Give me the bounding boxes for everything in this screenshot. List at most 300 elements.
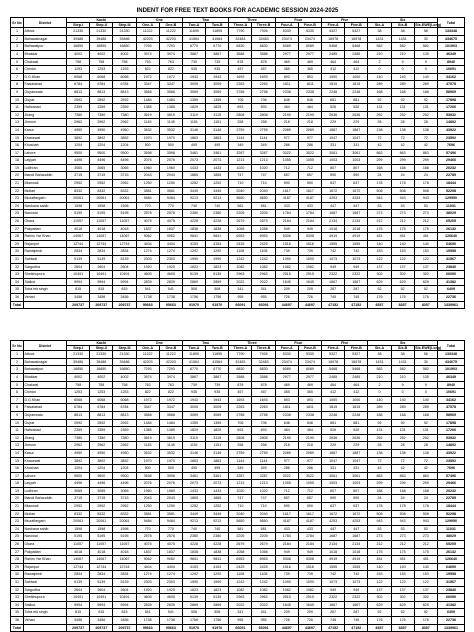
- row-total-cell: 34162: [437, 73, 464, 81]
- table-cell: 58: [414, 28, 437, 36]
- table-cell: 469: [298, 58, 321, 66]
- group-header: Kachi: [67, 341, 137, 346]
- table-cell: 365: [275, 389, 298, 397]
- column-header: Step-I: [67, 23, 90, 28]
- table-cell: 1431: [368, 35, 391, 43]
- district-cell: Muzaffargarh: [23, 518, 66, 526]
- group-header: Four: [275, 18, 321, 23]
- table-cell: 3461: [206, 472, 229, 480]
- table-cell: 2869: [206, 601, 229, 609]
- district-cell: Chakwal: [23, 381, 66, 389]
- row-total-cell: 18444: [437, 180, 464, 188]
- table-cell: 1738: [136, 293, 159, 301]
- table-cell: 1784: [275, 533, 298, 541]
- table-cell: 457: [252, 389, 275, 397]
- table-cell: 3119: [206, 434, 229, 442]
- table-cell: 863: [414, 149, 437, 157]
- table-cell: 2425: [229, 240, 252, 248]
- row-total-cell: 22785: [437, 172, 464, 180]
- table-cell: 24: [368, 172, 391, 180]
- table-cell: 451: [414, 556, 437, 564]
- table-cell: 168: [391, 487, 414, 495]
- row-total-cell: 1339961: [437, 624, 464, 632]
- table-cell: 893: [298, 396, 321, 404]
- table-cell: 4605: [136, 271, 159, 279]
- district-cell: Gujranwala: [23, 88, 66, 96]
- table-cell: 2759: [252, 126, 275, 134]
- table-cell: 2248: [322, 411, 345, 419]
- sr-no-cell: 32: [11, 586, 24, 594]
- table-cell: 758: [67, 58, 90, 66]
- table-cell: 53: [414, 525, 437, 533]
- table-cell: 758: [113, 58, 136, 66]
- table-row: [11, 66, 465, 74]
- table-cell: 3715: [67, 172, 90, 180]
- row-total-cell: 52298: [437, 510, 464, 518]
- table-cell: 4496: [90, 157, 113, 165]
- table-cell: 302: [391, 271, 414, 279]
- table-cell: 28: [391, 119, 414, 127]
- district-cell: Rawalpindi: [23, 571, 66, 579]
- table-cell: 1738: [159, 293, 182, 301]
- table-cell: 5327: [322, 28, 345, 36]
- table-cell: 4002: [90, 373, 113, 381]
- column-header: Six-B: [391, 23, 414, 28]
- sr-no-cell: 4: [11, 50, 24, 58]
- table-cell: 91970: [206, 301, 229, 309]
- table-cell: 1645: [298, 278, 321, 286]
- table-cell: 706: [229, 419, 252, 427]
- table-cell: 935: [206, 389, 229, 397]
- table-cell: 258: [229, 442, 252, 450]
- row-total-cell: 66090: [437, 271, 464, 279]
- table-row: [11, 50, 465, 58]
- table-cell: 1213: [252, 480, 275, 488]
- table-cell: 1018: [322, 225, 345, 233]
- table-cell: 5139: [206, 271, 229, 279]
- table-cell: 349: [229, 465, 252, 473]
- table-cell: 3061: [322, 472, 345, 480]
- table-cell: 9500: [113, 149, 136, 157]
- table-cell: 2808: [252, 111, 275, 119]
- table-cell: 451: [391, 556, 414, 564]
- table-cell: 1082: [252, 263, 275, 271]
- table-cell: 1970: [136, 134, 159, 142]
- table-cell: 28: [368, 442, 391, 450]
- table-cell: 212: [368, 541, 391, 549]
- table-cell: 541: [136, 286, 159, 294]
- table-cell: 5195: [90, 533, 113, 541]
- table-cell: 12744: [113, 240, 136, 248]
- table-row: [11, 373, 465, 381]
- table-cell: 1598: [90, 525, 113, 533]
- table-cell: 2679: [229, 218, 252, 226]
- sr-no-cell: 26: [11, 218, 24, 226]
- table-cell: 2022: [229, 278, 252, 286]
- table-cell: 44697: [275, 301, 298, 309]
- table-cell: 23474: [275, 35, 298, 43]
- table-cell: 1687: [345, 533, 368, 541]
- table-cell: 5308: [275, 556, 298, 564]
- table-cell: 3715: [90, 172, 113, 180]
- row-total-cell: 64690: [437, 563, 464, 571]
- district-cell: Mandi Bahauddin: [23, 495, 66, 503]
- table-row: [11, 404, 465, 412]
- table-cell: 3456: [67, 616, 90, 624]
- table-cell: 95663: [136, 624, 159, 632]
- table-cell: 131: [368, 427, 391, 435]
- table-cell: 138: [391, 449, 414, 457]
- table-cell: 140: [368, 73, 391, 81]
- district-cell: Mandi Bahauddin: [23, 172, 66, 180]
- table-cell: 1073: [322, 579, 345, 587]
- table-cell: 1250: [159, 503, 182, 511]
- table-cell: 1151: [182, 119, 205, 127]
- table-cell: 582: [391, 43, 414, 51]
- table-cell: 1003: [345, 480, 368, 488]
- table-cell: 508: [182, 609, 205, 617]
- table-cell: 2485: [345, 50, 368, 58]
- table-cell: 42: [368, 465, 391, 473]
- column-header: Four-B: [298, 23, 321, 28]
- sr-no-cell: 31: [11, 579, 24, 587]
- table-cell: 2043: [159, 172, 182, 180]
- table-cell: 168: [368, 88, 391, 96]
- district-cell: Khushab: [23, 465, 66, 473]
- table-cell: 1693: [229, 396, 252, 404]
- district-cell: Chiniot: [23, 389, 66, 397]
- table-cell: 4018: [90, 548, 113, 556]
- row-total-cell: 26132: [437, 548, 464, 556]
- sr-no-cell: Total: [11, 624, 24, 632]
- table-cell: 135: [414, 50, 437, 58]
- table-cell: 30: [414, 358, 437, 366]
- row-total-cell: 23592: [437, 457, 464, 465]
- table-cell: 39486: [67, 35, 90, 43]
- table-cell: 3715: [113, 172, 136, 180]
- row-total-cell: 17206: [437, 104, 464, 112]
- column-header: Three-A: [229, 346, 252, 351]
- sr-no-cell: 8: [11, 404, 24, 412]
- table-cell: 1082: [229, 586, 252, 594]
- row-total-cell: 65205: [437, 218, 464, 226]
- table-cell: 52: [368, 609, 391, 617]
- table-cell: 863: [368, 472, 391, 480]
- table-cell: 10491: [67, 271, 90, 279]
- sr-no-cell: 5: [11, 381, 24, 389]
- row-total-cell: 43922: [437, 449, 464, 457]
- table-cell: 3892: [67, 134, 90, 142]
- district-cell: Rahim Yar Khan: [23, 233, 66, 241]
- table-cell: 726: [298, 616, 321, 624]
- table-cell: 629: [391, 601, 414, 609]
- table-cell: 2040: [229, 187, 252, 195]
- table-cell: 739: [182, 58, 205, 66]
- table-cell: 1151: [206, 442, 229, 450]
- table-cell: 581: [229, 202, 252, 210]
- table-cell: 763: [136, 58, 159, 66]
- table-cell: 3005: [206, 404, 229, 412]
- table-cell: 1047: [322, 457, 345, 465]
- table-cell: 10491: [90, 271, 113, 279]
- table-cell: 2963: [252, 594, 275, 602]
- table-cell: 1838: [206, 548, 229, 556]
- sr-no-cell: 7: [11, 396, 24, 404]
- table-cell: 175: [391, 225, 414, 233]
- district-cell: Kasur: [23, 449, 66, 457]
- table-cell: 2679: [252, 541, 275, 549]
- table-cell: 1811: [298, 404, 321, 412]
- table-cell: 1865: [206, 495, 229, 503]
- table-row: [11, 556, 465, 564]
- table-cell: 1887: [322, 449, 345, 457]
- table-cell: 42203: [136, 358, 159, 366]
- table-cell: 5195: [113, 210, 136, 218]
- table-cell: 2834: [67, 248, 90, 256]
- row-total-cell: 11031: [437, 525, 464, 533]
- row-total-cell: 126640: [437, 556, 464, 564]
- table-cell: 138: [368, 449, 391, 457]
- district-cell: D.G.Khan: [23, 396, 66, 404]
- row-total-cell: 38029: [437, 533, 464, 541]
- table-cell: 4002: [67, 373, 90, 381]
- sr-no-cell: 21: [11, 503, 24, 511]
- table-cell: 1990: [182, 579, 205, 587]
- table-cell: 9500: [67, 149, 90, 157]
- sr-no-cell: 10: [11, 96, 24, 104]
- table-cell: 1617: [298, 187, 321, 195]
- table-cell: 1274: [136, 571, 159, 579]
- table-row: [11, 495, 465, 503]
- table-cell: 1598: [67, 525, 90, 533]
- district-cell: Faisalabad: [23, 81, 66, 89]
- table-cell: 287: [322, 286, 345, 294]
- table-cell: 582: [391, 366, 414, 374]
- row-total-cell: 129950: [437, 518, 464, 526]
- table-row: [11, 263, 465, 271]
- table-cell: 3005: [182, 81, 205, 89]
- table-cell: 740: [206, 525, 229, 533]
- table-cell: 1082: [275, 586, 298, 594]
- table-cell: 590: [345, 495, 368, 503]
- table-cell: 1020: [252, 164, 275, 172]
- table-cell: 5139: [90, 579, 113, 587]
- table-cell: 53: [391, 525, 414, 533]
- sr-no-cell: 22: [11, 510, 24, 518]
- table-cell: 464: [298, 104, 321, 112]
- table-cell: 2834: [90, 248, 113, 256]
- table-cell: 286: [298, 142, 321, 150]
- table-cell: 1359: [206, 96, 229, 104]
- sr-no-cell: 29: [11, 240, 24, 248]
- table-cell: 5308: [298, 556, 321, 564]
- table-cell: 1811: [298, 81, 321, 89]
- group-header: Two: [182, 341, 228, 346]
- column-header: Step-III: [113, 346, 136, 351]
- table-cell: 637: [345, 180, 368, 188]
- table-cell: 2263: [252, 404, 275, 412]
- table-cell: 4228: [206, 218, 229, 226]
- table-cell: 229: [345, 119, 368, 127]
- district-cell: Kasur: [23, 126, 66, 134]
- table-cell: 863: [368, 149, 391, 157]
- district-cell: Gujrat: [23, 419, 66, 427]
- table-cell: 1823: [182, 263, 205, 271]
- table-cell: 1020: [229, 487, 252, 495]
- table-cell: 807: [322, 164, 345, 172]
- table-cell: 137: [368, 263, 391, 271]
- table-cell: 3598: [159, 472, 182, 480]
- table-cell: 52: [391, 286, 414, 294]
- table-cell: 8813: [90, 411, 113, 419]
- table-cell: 1000: [345, 73, 368, 81]
- table-cell: 91970: [182, 301, 205, 309]
- table-cell: 1815: [345, 81, 368, 89]
- sr-no-cell: 4: [11, 373, 24, 381]
- table-cell: 1058: [229, 548, 252, 556]
- table-cell: 140: [368, 396, 391, 404]
- table-cell: 1108: [252, 571, 275, 579]
- table-cell: 1672: [322, 187, 345, 195]
- table-row: [11, 126, 465, 134]
- district-cell: Okara: [23, 541, 66, 549]
- table-cell: 5195: [67, 533, 90, 541]
- table-cell: 365: [298, 389, 321, 397]
- column-header: Three-A: [229, 23, 252, 28]
- table-cell: 447: [322, 525, 345, 533]
- table-cell: 2578: [159, 533, 182, 541]
- table-cell: 9484: [159, 518, 182, 526]
- row-total-cell: 19558: [437, 571, 464, 579]
- table-cell: 2022: [252, 601, 275, 609]
- table-cell: 758: [90, 381, 113, 389]
- table-cell: 131: [414, 427, 437, 435]
- table-cell: 2963: [229, 594, 252, 602]
- table-cell: 3619: [159, 434, 182, 442]
- table-cell: 412: [322, 66, 345, 74]
- row-total-cell: 53932: [437, 111, 464, 119]
- row-total-cell: 6409: [437, 286, 464, 294]
- table-cell: 47152: [322, 624, 345, 632]
- table-cell: 2380: [182, 533, 205, 541]
- table-cell: 1815: [322, 404, 345, 412]
- table-cell: 657: [275, 172, 298, 180]
- sr-no-cell: 12: [11, 111, 24, 119]
- table-cell: 6089: [275, 43, 298, 51]
- table-cell: 41564: [206, 35, 229, 43]
- row-total-cell: 434675: [437, 358, 464, 366]
- table-cell: 212: [391, 218, 414, 226]
- table-cell: 4253: [345, 195, 368, 203]
- table-cell: 21330: [113, 351, 136, 359]
- table-cell: 500: [136, 465, 159, 473]
- table-cell: 349: [252, 465, 275, 473]
- table-cell: 1555: [345, 563, 368, 571]
- table-cell: 5994: [113, 601, 136, 609]
- table-cell: 582: [368, 366, 391, 374]
- table-cell: 8332: [67, 187, 90, 195]
- table-cell: 582: [414, 366, 437, 374]
- table-cell: 252: [368, 434, 391, 442]
- table-row: [11, 465, 465, 473]
- table-cell: 42203: [159, 358, 182, 366]
- table-cell: 24: [391, 495, 414, 503]
- table-cell: 1274: [136, 248, 159, 256]
- sr-no-cell: 35: [11, 609, 24, 617]
- table-cell: 175: [391, 548, 414, 556]
- table-cell: 1838: [206, 225, 229, 233]
- table-cell: 5195: [90, 210, 113, 218]
- sr-no-cell: 27: [11, 225, 24, 233]
- table-cell: 2592: [90, 96, 113, 104]
- table-cell: 1253: [113, 389, 136, 397]
- table-cell: 582: [368, 43, 391, 51]
- table-cell: 3974: [136, 50, 159, 58]
- table-cell: 252: [414, 434, 437, 442]
- table-cell: 949: [275, 225, 298, 233]
- table-cell: 4002: [67, 50, 90, 58]
- table-cell: 2808: [229, 111, 252, 119]
- column-header: Five-A: [322, 346, 345, 351]
- table-cell: 1598: [67, 202, 90, 210]
- table-cell: 1292: [182, 571, 205, 579]
- district-cell: [23, 301, 66, 309]
- table-row: [11, 271, 465, 279]
- table-cell: 2205: [229, 210, 252, 218]
- table-cell: 4253: [345, 518, 368, 526]
- table-cell: 1865: [206, 172, 229, 180]
- table-cell: 646: [298, 96, 321, 104]
- table-cell: 16978: [322, 35, 345, 43]
- table-cell: 1863: [206, 457, 229, 465]
- table-cell: 1972: [136, 396, 159, 404]
- table-row: [11, 28, 465, 36]
- table-cell: 747: [252, 172, 275, 180]
- table-cell: 11057: [67, 541, 90, 549]
- table-cell: 14067: [113, 233, 136, 241]
- table-cell: 2839: [136, 601, 159, 609]
- table-row: [11, 472, 465, 480]
- table-cell: 3065: [90, 487, 113, 495]
- table-cell: 2190: [298, 111, 321, 119]
- table-cell: 1687: [322, 533, 345, 541]
- sr-no-cell: 30: [11, 571, 24, 579]
- table-cell: 122: [391, 579, 414, 587]
- table-cell: 3065: [113, 487, 136, 495]
- table-cell: 1815: [322, 81, 345, 89]
- table-row: [11, 81, 465, 89]
- table-cell: 541: [136, 609, 159, 617]
- table-cell: 1672: [345, 187, 368, 195]
- sr-no-cell: 16: [11, 465, 24, 473]
- table-cell: 140: [391, 240, 414, 248]
- table-cell: 1516: [275, 563, 298, 571]
- table-cell: 8813: [113, 88, 136, 96]
- table-cell: 66091: [229, 301, 252, 309]
- table-cell: 365: [275, 66, 298, 74]
- table-cell: 3715: [113, 495, 136, 503]
- table-cell: 58: [414, 351, 437, 359]
- table-cell: 1020: [252, 487, 275, 495]
- sr-no-cell: 26: [11, 541, 24, 549]
- table-cell: 2: [368, 381, 391, 389]
- table-cell: 745: [345, 293, 368, 301]
- table-cell: 21330: [90, 351, 113, 359]
- table-cell: 2952: [67, 503, 90, 511]
- table-cell: 6953: [252, 556, 275, 564]
- table-cell: 1108: [252, 248, 275, 256]
- table-cell: 209737: [90, 624, 113, 632]
